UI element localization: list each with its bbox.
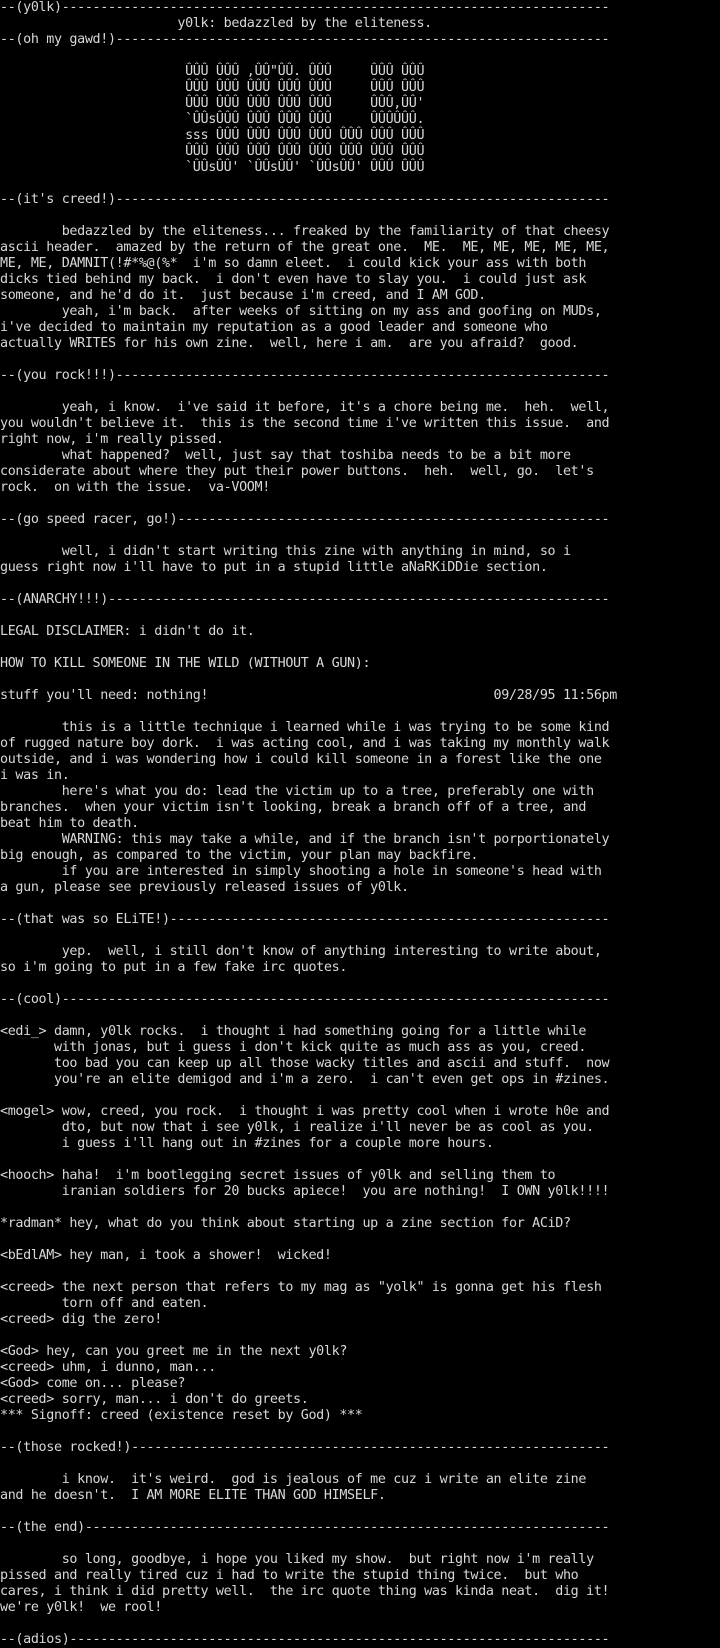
text-line: y0lk: bedazzled by the eliteness.: [0, 16, 432, 31]
text-line: dicks tied behind my back. i don't even have to slay you. i could just ask: [0, 272, 587, 287]
text-line: i was in.: [0, 768, 70, 783]
blank-line: [0, 704, 720, 720]
blank-line: [0, 1152, 720, 1168]
text-line: pissed and really tired cuz i had to write the stupid thing twice. but who: [0, 1568, 579, 1583]
irc-quote-line: <hooch> haha! i'm bootlegging secret issues of y0lk and selling them to: [0, 1168, 556, 1183]
blank-line: [0, 496, 720, 512]
blank-line: [0, 1232, 720, 1248]
section-header: --(go speed racer, go!)--------------------------------------------------------: [0, 512, 610, 527]
irc-quote-line: <creed> dig the zero!: [0, 1312, 162, 1327]
text-line: we're y0lk! we rool!: [0, 1600, 162, 1615]
text-line: big enough, as compared to the victim, your plan may backfire.: [0, 848, 479, 863]
blank-line: [0, 208, 720, 224]
irc-quote-line: <creed> sorry, man... i don't do greets.: [0, 1392, 309, 1407]
text-line: so long, goodbye, i hope you liked my show. but right now i'm really: [0, 1552, 594, 1567]
blank-line: [0, 1328, 720, 1344]
section-header: --(those rocked!)--------------------------------------------------------------: [0, 1440, 610, 1455]
text-line: so i'm going to put in a few fake irc quotes.: [0, 960, 348, 975]
blank-line: [0, 1088, 720, 1104]
text-line: right now, i'm really pissed.: [0, 432, 224, 447]
blank-line: [0, 1536, 720, 1552]
irc-quote-line: <mogel> wow, creed, you rock. i thought i was pretty cool when i wrote h0e and: [0, 1104, 610, 1119]
text-line: too bad you can keep up all those wacky titles and ascii and stuff. now: [0, 1056, 610, 1071]
text-line: ME, ME, DAMNIT(!#*%@(%* i'm so damn eleet. i could kick your ass with both: [0, 256, 587, 271]
text-line: considerate about where they put their power buttons. heh. well, go. let's: [0, 464, 594, 479]
text-line: well, i didn't start writing this zine with anything in mind, so i: [0, 544, 571, 559]
blank-line: [0, 176, 720, 192]
text-line: guess right now i'll have to put in a stupid little aNaRKiDDie section.: [0, 560, 548, 575]
section-header: --(ANARCHY!!!)-----------------------------------------------------------------: [0, 592, 610, 607]
blank-line: [0, 528, 720, 544]
text-line: beat him to death.: [0, 816, 139, 831]
text-line: WARNING: this may take a while, and if the branch isn't porportionately: [0, 832, 610, 847]
blank-line: [0, 1200, 720, 1216]
blank-line: [0, 352, 720, 368]
blank-line: [0, 1616, 720, 1632]
ascii-logo-line: ÛÛÛ ÛÛÛ ÛÛÛ ÛÛÛ ÛÛÛ ÛÛÛ ÛÛÛ ÛÛÛ: [0, 144, 425, 159]
ascii-logo-line: sss ÛÛÛ ÛÛÛ ÛÛÛ ÛÛÛ ÛÛÛ ÛÛÛ ÛÛÛ: [0, 128, 425, 143]
text-line: yeah, i know. i've said it before, it's a chore being me. heh. well,: [0, 400, 610, 415]
text-line: iranian soldiers for 20 bucks apiece! you are nothing! I OWN y0lk!!!!: [0, 1184, 610, 1199]
section-header: --(it's creed!)----------------------------------------------------------------: [0, 192, 610, 207]
blank-line: [0, 608, 720, 624]
text-line: actually WRITES for his own zine. well, here i am. are you afraid? good.: [0, 336, 579, 351]
text-line: outside, and i was wondering how i could kill someone in a forest like the one: [0, 752, 602, 767]
text-line: yep. well, i still don't know of anything interesting to write about,: [0, 944, 602, 959]
text-line: i know. it's weird. god is jealous of me cuz i write an elite zine: [0, 1472, 587, 1487]
blank-line: [0, 576, 720, 592]
text-line: and he doesn't. I AM MORE ELITE THAN GOD HIMSELF.: [0, 1488, 386, 1503]
text-line: here's what you do: lead the victim up to a tree, preferably one with: [0, 784, 594, 799]
text-line: i guess i'll hang out in #zines for a couple more hours.: [0, 1136, 494, 1151]
ascii-logo-line: ÛÛÛ ÛÛÛ ,ÛÛ"ÛÛ. ÛÛÛ ÛÛÛ ÛÛÛ: [0, 64, 425, 79]
text-line: if you are interested in simply shooting a hole in someone's head with: [0, 864, 602, 879]
text-line: rock. on with the issue. va-VOOM!: [0, 480, 270, 495]
text-line: you're an elite demigod and i'm a zero. i can't even get ops in #zines.: [0, 1072, 610, 1087]
blank-line: [0, 976, 720, 992]
irc-quote-line: <creed> the next person that refers to my mag as "yolk" is gonna get his flesh: [0, 1280, 602, 1295]
text-line: with jonas, but i guess i don't kick quite as much ass as you, creed.: [0, 1040, 587, 1055]
section-header: --(y0lk)-----------------------------------------------------------------------: [0, 0, 610, 15]
text-line: a gun, please see previously released issues of y0lk.: [0, 880, 409, 895]
section-header: --(adios)----------------------------------------------------------------------: [0, 1632, 610, 1647]
irc-quote-line: <edi_> damn, y0lk rocks. i thought i had something going for a little while: [0, 1024, 587, 1039]
text-line: dto, but now that i see y0lk, i realize i'll never be as cool as you.: [0, 1120, 594, 1135]
text-line: i've decided to maintain my reputation as a good leader and someone who: [0, 320, 548, 335]
section-header: --(the end)--------------------------------------------------------------------: [0, 1520, 610, 1535]
irc-quote-line: <God> hey, can you greet me in the next y0lk?: [0, 1344, 348, 1359]
text-line: branches. when your victim isn't looking, break a branch off of a tree, and: [0, 800, 587, 815]
ascii-logo-line: `ÛÛsÛÛÛ ÛÛÛ ÛÛÛ ÛÛÛ ÛÛÛÛÛÛ.: [0, 112, 425, 127]
text-line: you wouldn't believe it. this is the second time i've written this issue. and: [0, 416, 610, 431]
ascii-logo-line: ÛÛÛ ÛÛÛ ÛÛÛ ÛÛÛ ÛÛÛ ÛÛÛ,ÛÛ': [0, 96, 425, 111]
blank-line: [0, 384, 720, 400]
ascii-logo-line: ÛÛÛ ÛÛÛ ÛÛÛ ÛÛÛ ÛÛÛ ÛÛÛ ÛÛÛ: [0, 80, 425, 95]
text-line: stuff you'll need: nothing! 09/28/95 11:56pm: [0, 688, 617, 703]
irc-quote-line: <creed> uhm, i dunno, man...: [0, 1360, 216, 1375]
irc-quote-line: *** Signoff: creed (existence reset by God) ***: [0, 1408, 363, 1423]
blank-line: [0, 1456, 720, 1472]
text-line: of rugged nature boy dork. i was acting cool, and i was taking my monthly walk: [0, 736, 610, 751]
blank-line: [0, 48, 720, 64]
section-header: --(you rock!!!)----------------------------------------------------------------: [0, 368, 610, 383]
text-line: HOW TO KILL SOMEONE IN THE WILD (WITHOUT A GUN):: [0, 656, 371, 671]
text-line: this is a little technique i learned while i was trying to be some kind: [0, 720, 610, 735]
blank-line: [0, 1504, 720, 1520]
text-line: LEGAL DISCLAIMER: i didn't do it.: [0, 624, 255, 639]
blank-line: [0, 928, 720, 944]
blank-line: [0, 672, 720, 688]
ascii-logo-line: `ÛÛsÛÛ' `ÛÛsÛÛ' `ÛÛsÛÛ' ÛÛÛ ÛÛÛ: [0, 160, 425, 175]
blank-line: [0, 1264, 720, 1280]
text-line: bedazzled by the eliteness... freaked by the familiarity of that cheesy: [0, 224, 610, 239]
text-line: torn off and eaten.: [0, 1296, 209, 1311]
irc-quote-line: *radman* hey, what do you think about starting up a zine section for ACiD?: [0, 1216, 571, 1231]
blank-line: [0, 896, 720, 912]
text-line: cares, i think i did pretty well. the irc quote thing was kinda neat. dig it!: [0, 1584, 610, 1599]
section-header: --(oh my gawd!)----------------------------------------------------------------: [0, 32, 610, 47]
text-line: someone, and he'd do it. just because i'm creed, and I AM GOD.: [0, 288, 486, 303]
irc-quote-line: <God> come on... please?: [0, 1376, 186, 1391]
text-line: what happened? well, just say that toshiba needs to be a bit more: [0, 448, 571, 463]
text-line: ascii header. amazed by the return of the great one. ME. ME, ME, ME, ME, ME,: [0, 240, 610, 255]
blank-line: [0, 1008, 720, 1024]
text-line: yeah, i'm back. after weeks of sitting on my ass and goofing on MUDs,: [0, 304, 602, 319]
blank-line: [0, 1424, 720, 1440]
irc-quote-line: <bEdlAM> hey man, i took a shower! wicked!: [0, 1248, 332, 1263]
section-header: --(that was so ELiTE!)---------------------------------------------------------: [0, 912, 610, 927]
section-header: --(cool)-----------------------------------------------------------------------: [0, 992, 610, 1007]
blank-line: [0, 640, 720, 656]
